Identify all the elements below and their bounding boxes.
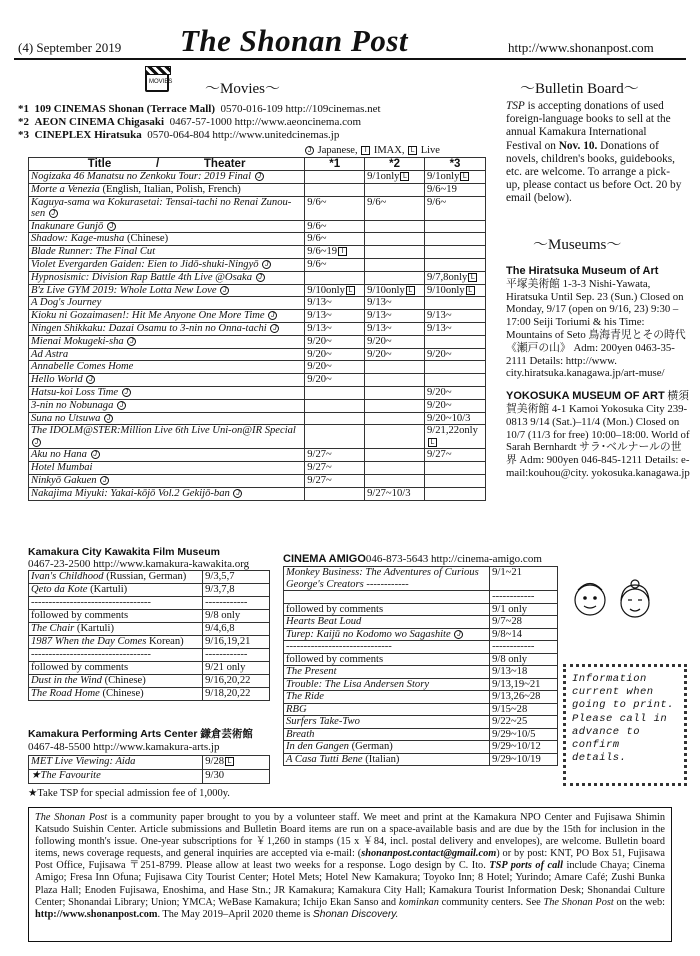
table-row <box>284 641 558 654</box>
japanese-icon: J <box>86 375 95 384</box>
showing-c3: 9/20~ <box>425 386 486 399</box>
film-dates: 9/8~14 <box>490 628 558 641</box>
showing-c2 <box>365 399 425 412</box>
table-row <box>29 571 270 584</box>
movie-title: Inakunare Gunjō J <box>29 220 305 233</box>
movie-title: Blade Runner: The Final Cut <box>29 246 305 259</box>
live-icon: L <box>466 286 475 295</box>
showing-c3 <box>425 487 486 500</box>
showing-c2: 9/27~10/3 <box>365 487 425 500</box>
table-row <box>29 487 486 500</box>
footer-url: http://www.shonanpost.com <box>35 908 158 920</box>
film-title: ------------------------------ <box>284 641 490 654</box>
film-dates: 9/21 only <box>203 662 270 675</box>
table-row <box>284 603 558 616</box>
film-title: The Chair (Kartuli) <box>29 623 203 636</box>
table-row <box>29 171 486 184</box>
showing-c2: 9/1only L <box>365 171 425 184</box>
movies-heading: ～Movies～ <box>205 81 281 97</box>
table-row <box>29 361 486 374</box>
table-row <box>29 399 486 412</box>
table-row <box>29 770 270 784</box>
movie-title: Ad Astra <box>29 348 305 361</box>
film-title <box>284 591 490 604</box>
showing-c3 <box>425 374 486 387</box>
table-row <box>29 258 486 271</box>
movie-title: Shadow: Kage-musha (Chinese) <box>29 233 305 246</box>
showing-c1: 9/27~ <box>305 449 365 462</box>
film-title: followed by comments <box>284 653 490 666</box>
info-notice: Information current when going to print. Please call in advance to confirm details. <box>563 664 687 786</box>
table-row <box>29 297 486 310</box>
table-row <box>29 348 486 361</box>
live-icon: L <box>408 146 417 155</box>
cinema-list <box>18 103 381 142</box>
showing-c1: 9/20~ <box>305 348 365 361</box>
showing-c3 <box>425 258 486 271</box>
movie-title: Kioku ni Gozaimasen!: Hit Me Anyone One More Time J <box>29 310 305 323</box>
movie-title: A Dog's Journey <box>29 297 305 310</box>
film-title: followed by comments <box>29 610 203 623</box>
japanese-icon: J <box>100 476 109 485</box>
amigo-table <box>283 566 558 766</box>
showing-c1: 9/6~ <box>305 220 365 233</box>
showing-c3: 9/6~ <box>425 196 486 220</box>
film-dates: 9/29~10/19 <box>490 753 558 766</box>
showing-c2: 9/13~ <box>365 310 425 323</box>
live-icon: L <box>346 286 355 295</box>
col-cinema-3: *3 <box>425 158 486 171</box>
movie-title: Hello World J <box>29 374 305 387</box>
film-dates: 9/22~25 <box>490 716 558 729</box>
showing-c1: 9/20~ <box>305 361 365 374</box>
film-title: Ivan's Childhood (Russian, German) <box>29 571 203 584</box>
faces-illustration <box>570 575 680 625</box>
showing-c1 <box>305 425 365 449</box>
showing-c2 <box>365 183 425 196</box>
japanese-icon: J <box>262 260 271 269</box>
showing-c1 <box>305 399 365 412</box>
showing-c3: 9/20~ <box>425 348 486 361</box>
film-dates: 9/1 only <box>490 603 558 616</box>
table-row <box>284 591 558 604</box>
movie-title: Ningen Shikkaku: Dazai Osamu to 3-nin no Onna-tachi J <box>29 322 305 335</box>
table-row <box>29 412 486 425</box>
event-date: 9/30 <box>203 770 270 784</box>
showing-c2: 9/6~ <box>365 196 425 220</box>
film-dates: 9/1~21 <box>490 567 558 591</box>
film-dates: 9/4,6,8 <box>203 623 270 636</box>
live-icon: L <box>428 438 437 447</box>
showing-c2: 9/20~ <box>365 348 425 361</box>
live-icon: L <box>460 172 469 181</box>
japanese-icon: J <box>268 311 277 320</box>
imax-icon: I <box>338 247 347 256</box>
header-rule <box>14 58 686 60</box>
movie-title: 3-nin no Nobunaga J <box>29 399 305 412</box>
showing-c1: 9/6~ <box>305 233 365 246</box>
kamakura-arts-title: Kamakura Performing Arts Center 鎌倉芸術館 <box>28 728 253 740</box>
table-row <box>29 374 486 387</box>
live-icon: L <box>225 757 234 766</box>
showing-c3 <box>425 246 486 259</box>
kawakita-title: Kamakura City Kawakita Film Museum <box>28 546 220 558</box>
showing-c1: 9/13~ <box>305 310 365 323</box>
movies-table-header <box>29 158 486 171</box>
cinema-2: *2 AEON CINEMA Chigasaki 0467-57-1000 http://www.aeoncinema.com <box>18 116 362 128</box>
movie-title: Morte a Venezia (English, Italian, Polish, French) <box>29 183 305 196</box>
movie-title: Suna no Utsuwa J <box>29 412 305 425</box>
film-title: A Casa Tutti Bene (Italian) <box>284 753 490 766</box>
movie-title: Ninkyō Gakuen J <box>29 474 305 487</box>
film-title: Hearts Beat Loud <box>284 616 490 629</box>
event-title: ★The Favourite <box>29 770 203 784</box>
film-dates: ------------ <box>490 591 558 604</box>
table-row <box>29 474 486 487</box>
movie-title: Violet Evergarden Gaiden: Eien to Jidō-shuki-Ningyō J <box>29 258 305 271</box>
showing-c2 <box>365 374 425 387</box>
table-row <box>284 616 558 629</box>
table-row <box>29 584 270 597</box>
kamakura-arts-contact: 0467-48-5500 http://www.kamakura-arts.jp <box>28 741 220 753</box>
showing-c2 <box>365 386 425 399</box>
col-cinema-2: *2 <box>365 158 425 171</box>
table-row <box>29 688 270 701</box>
showing-c3: 9/13~ <box>425 322 486 335</box>
showing-c2 <box>365 220 425 233</box>
table-row <box>29 233 486 246</box>
showing-c2: 9/10only L <box>365 284 425 297</box>
film-title: followed by comments <box>284 603 490 616</box>
showing-c1: 9/13~ <box>305 297 365 310</box>
museums-list <box>506 265 690 490</box>
film-title: The Present <box>284 666 490 679</box>
movie-title: Kaguya-sama wa Kokurasetai: Tensai-tachi no Renai Zunou-sen J <box>29 196 305 220</box>
col-title-theater: Title / Theater <box>29 158 305 171</box>
japanese-icon: J <box>255 172 264 181</box>
film-title: The Road Home (Chinese) <box>29 688 203 701</box>
kamakura-arts-note: ★Take TSP for special admission fee of 1,000y. <box>28 788 230 799</box>
movie-title: Nakajima Miyuki: Yakai-kōjō Vol.2 Gekijō-ban J <box>29 487 305 500</box>
table-row <box>29 597 270 610</box>
table-row <box>29 636 270 649</box>
table-row <box>29 462 486 475</box>
movies-table <box>28 157 486 501</box>
kawakita-table <box>28 570 270 701</box>
japanese-icon: J <box>49 209 58 218</box>
museum-yokosuka: YOKOSUKA MUSEUM OF ART 横須賀美術館 4-1 Kamoi Yokosuka City 239-0813 9/14 (Sat.)–11/4 (Mon.) Closed on 10/7 (11/3 for free) 10:00–18:00. World of Sarah Bernhardt サラ･ベルナールの世界 Adm: 900yen 046-845-1211 Details: e-mail:kouhou@city. yokosuka.kanagawa.jp <box>506 390 690 479</box>
showing-c1: 9/6~ <box>305 258 365 271</box>
showing-c2: 9/13~ <box>365 322 425 335</box>
showing-c3: 9/7,8only L <box>425 271 486 284</box>
table-row <box>29 756 270 770</box>
film-dates: ------------ <box>203 597 270 610</box>
table-row <box>29 284 486 297</box>
japanese-icon: J <box>127 337 136 346</box>
film-dates: 9/29~10/12 <box>490 741 558 754</box>
movie-title: Hatsu-koi Loss Time J <box>29 386 305 399</box>
movie-title: Hotel Mumbai <box>29 462 305 475</box>
film-title: Monkey Business: The Adventures of Curious George's Creators ------------ <box>284 567 490 591</box>
film-title: Turep: Kaijū no Kodomo wo Sagashite J <box>284 628 490 641</box>
film-title: Surfers Take-Two <box>284 716 490 729</box>
showing-c1: 9/27~ <box>305 474 365 487</box>
site-url[interactable]: http://www.shonanpost.com <box>508 40 654 55</box>
movie-title: Annabelle Comes Home <box>29 361 305 374</box>
live-icon: L <box>468 273 477 282</box>
japanese-icon: J <box>220 286 229 295</box>
film-title: ---------------------------------- <box>29 597 203 610</box>
table-row <box>29 623 270 636</box>
japanese-icon: J <box>117 401 126 410</box>
film-dates: 9/3,7,8 <box>203 584 270 597</box>
showing-c3: 9/20~10/3 <box>425 412 486 425</box>
showing-c1: 9/20~ <box>305 335 365 348</box>
cinema-3: *3 CINEPLEX Hiratsuka 0570-064-804 http://www.unitedcinemas.jp <box>18 129 340 141</box>
film-dates: 9/7~28 <box>490 616 558 629</box>
showing-c3: 9/27~ <box>425 449 486 462</box>
film-title: followed by comments <box>29 662 203 675</box>
showing-c3: 9/21,22onlyL <box>425 425 486 449</box>
japanese-icon: J <box>233 489 242 498</box>
table-row <box>284 653 558 666</box>
showing-c1 <box>305 271 365 284</box>
japanese-icon: J <box>104 414 113 423</box>
table-row <box>284 753 558 766</box>
table-row <box>29 675 270 688</box>
showing-c2 <box>365 233 425 246</box>
film-title: Trouble: The Lisa Andersen Story <box>284 678 490 691</box>
showing-c3 <box>425 297 486 310</box>
film-title: Qeto da Kote (Kartuli) <box>29 584 203 597</box>
clapperboard-icon: MOVIES <box>145 72 169 92</box>
showing-c3 <box>425 474 486 487</box>
table-row <box>284 691 558 704</box>
film-dates: ------------ <box>203 649 270 662</box>
film-dates: 9/16,20,22 <box>203 675 270 688</box>
showing-c1: 9/6~19 I <box>305 246 365 259</box>
footer-box: The Shonan Post is a community paper brought to you by a volunteer staff. We meet and print at the Kamakura NPO Center and Fujisawa Shimin Katsudo Suishin Center. Article submissions and Bulletin Board items are run on a space-available basis and are due by the 15th for inclusion in the following month's issue. One-year subscriptions for ￥1,260 in stamps (15 x ￥84, incl. postal delivery and envelopes), are welcome. Bulletin board items, news coverage requests, and general inquiries are accepted via e-mail: (shonanpost.contact@gmail.com) or by post: KNT, PO Box 51, Fujisawa Post Office, Fujisawa 〒251-8799. Please allow at least two weeks for a response. Logo design by C. Ito. TSP ports of call include Chaya; Cinema Amigo; Fresa Inn Ofuna; Fujisawa City Tourist Center; Hotel Mets; Hotel New Kamakura; Toyoko Inn; 8 Hotel; Yurindo; Amare Café; Zushi Bunka Plaza Hall; Enoden Fujisawa, Enoshima, and Hase Stn.; JR Kamakura; Kamakura City Hall; Kamakura Tourist Information Desk; Shonandai Culture Center; Shonandai Library; Union; YMCA; WeBase Kamakura; Ichijo Ekan Sanso and kominkan community centers. See The Shonan Post on the web: http://www.shonanpost.com. The May 2019–April 2020 theme is Shonan Discovery. <box>28 807 672 942</box>
showing-c3 <box>425 233 486 246</box>
showing-c1: 9/20~ <box>305 374 365 387</box>
table-row <box>29 322 486 335</box>
table-row <box>284 628 558 641</box>
kamakura-arts-table <box>28 755 270 784</box>
table-row <box>29 335 486 348</box>
showing-c2: 9/20~ <box>365 335 425 348</box>
film-title: The Ride <box>284 691 490 704</box>
japanese-icon: J <box>305 146 314 155</box>
table-row <box>29 425 486 449</box>
showing-c3 <box>425 361 486 374</box>
showing-c3: 9/1only L <box>425 171 486 184</box>
showing-c2 <box>365 258 425 271</box>
film-title: ---------------------------------- <box>29 649 203 662</box>
showing-c3 <box>425 220 486 233</box>
table-row <box>29 246 486 259</box>
bulletin-text: TSP is accepting donations of used foreign-language books to sell at the annual Kamakura International Festival on Nov. 10. Donations of novels, children's books, guidebooks, etc. are welcome. To arrange a pick-up, please contact us before Oct. 20 by email (below). <box>506 100 682 205</box>
showing-c2 <box>365 425 425 449</box>
showing-c2 <box>365 462 425 475</box>
cinema-1: *1 109 CINEMAS Shonan (Terrace Mall) 0570-016-109 http://109cinemas.net <box>18 103 381 115</box>
table-row <box>29 271 486 284</box>
table-row <box>284 567 558 591</box>
kawakita-contact: 0467-23-2500 http://www.kamakura-kawakita.org <box>28 558 250 570</box>
table-row <box>29 310 486 323</box>
amigo-title: CINEMA AMIGO046-873-5643 http://cinema-amigo.com <box>283 553 542 565</box>
masthead-title: The Shonan Post <box>180 23 409 58</box>
movie-title: Mienai Mokugeki-sha J <box>29 335 305 348</box>
japanese-icon: J <box>107 222 116 231</box>
table-row <box>29 610 270 623</box>
showing-c3: 9/13~ <box>425 310 486 323</box>
showing-c1 <box>305 183 365 196</box>
movie-title: Hypnosismic: Division Rap Battle 4th Live @Osaka J <box>29 271 305 284</box>
film-dates: 9/13,26~28 <box>490 691 558 704</box>
table-row <box>29 386 486 399</box>
table-row <box>284 678 558 691</box>
film-title: Breath <box>284 728 490 741</box>
table-row <box>29 196 486 220</box>
showing-c1 <box>305 487 365 500</box>
showing-c3 <box>425 462 486 475</box>
imax-icon: I <box>361 146 370 155</box>
film-title: Dust in the Wind (Chinese) <box>29 675 203 688</box>
col-cinema-1: *1 <box>305 158 365 171</box>
showing-c2 <box>365 271 425 284</box>
showing-c1 <box>305 386 365 399</box>
movie-title: The IDOLM@STER:Million Live 6th Live Uni-on@IR Special J <box>29 425 305 449</box>
film-dates: 9/8 only <box>203 610 270 623</box>
showing-c3 <box>425 335 486 348</box>
japanese-icon: J <box>91 450 100 459</box>
event-title: MET Live Viewing: Aida <box>29 756 203 770</box>
film-dates: 9/15~28 <box>490 703 558 716</box>
showing-c1 <box>305 171 365 184</box>
showing-c1 <box>305 412 365 425</box>
showing-c3: 9/20~ <box>425 399 486 412</box>
issue-date: (4) September 2019 <box>18 40 122 55</box>
showing-c2 <box>365 246 425 259</box>
japanese-icon: J <box>270 324 279 333</box>
japanese-icon: J <box>454 630 463 639</box>
japanese-icon: J <box>32 438 41 447</box>
film-dates: 9/18,20,22 <box>203 688 270 701</box>
showing-c2: 9/13~ <box>365 297 425 310</box>
showing-c2 <box>365 361 425 374</box>
event-date: 9/28 L <box>203 756 270 770</box>
table-row <box>29 449 486 462</box>
movie-title: Aku no Hana J <box>29 449 305 462</box>
table-row <box>29 183 486 196</box>
film-dates: 9/29~10/5 <box>490 728 558 741</box>
showing-c1: 9/6~ <box>305 196 365 220</box>
table-row <box>29 220 486 233</box>
film-dates: ------------ <box>490 641 558 654</box>
showing-c1: 9/10only L <box>305 284 365 297</box>
icon-legend: J Japanese, I IMAX, L Live <box>304 145 440 158</box>
showing-c2 <box>365 412 425 425</box>
movie-title: B'z Live GYM 2019: Whole Lotta New Love J <box>29 284 305 297</box>
japanese-icon: J <box>122 388 131 397</box>
showing-c1: 9/27~ <box>305 462 365 475</box>
live-icon: L <box>406 286 415 295</box>
showing-c1: 9/13~ <box>305 322 365 335</box>
live-icon: L <box>400 172 409 181</box>
table-row <box>284 703 558 716</box>
film-title: 1987 When the Day Comes Korean) <box>29 636 203 649</box>
showing-c3: 9/6~19 <box>425 183 486 196</box>
table-row <box>284 716 558 729</box>
film-dates: 9/16,19,21 <box>203 636 270 649</box>
table-row <box>284 666 558 679</box>
showing-c3: 9/10only L <box>425 284 486 297</box>
film-dates: 9/8 only <box>490 653 558 666</box>
museum-hiratsuka: The Hiratsuka Museum of Art 平塚美術館 1-3-3 Nishi-Yawata, Hiratsuka Until Sep. 23 (Sun.) Closed on Monday, 9/17 (open on 9/16, 23) 9:30 –17:00 Seiji Toriumi & his Time: Mountains of Seto 鳥海青児とその時代《瀬戸の山》 Adm: 200yen 0463-35-2111 Details: http://www. city.hiratsuka.kanagawa.jp/art-muse/ <box>506 265 686 380</box>
film-title: RBG <box>284 703 490 716</box>
film-dates: 9/3,5,7 <box>203 571 270 584</box>
table-row <box>29 649 270 662</box>
film-title: In den Gangen (German) <box>284 741 490 754</box>
movie-title: Nogizaka 46 Manatsu no Zenkoku Tour: 2019 Final J <box>29 171 305 184</box>
showing-c2 <box>365 474 425 487</box>
film-dates: 9/13,19~21 <box>490 678 558 691</box>
museums-heading: ～Museums～ <box>533 237 622 253</box>
table-row <box>284 741 558 754</box>
showing-c2 <box>365 449 425 462</box>
japanese-icon: J <box>256 273 265 282</box>
film-dates: 9/13~18 <box>490 666 558 679</box>
bulletin-heading: ～Bulletin Board～ <box>520 81 639 97</box>
table-row <box>29 662 270 675</box>
table-row <box>284 728 558 741</box>
